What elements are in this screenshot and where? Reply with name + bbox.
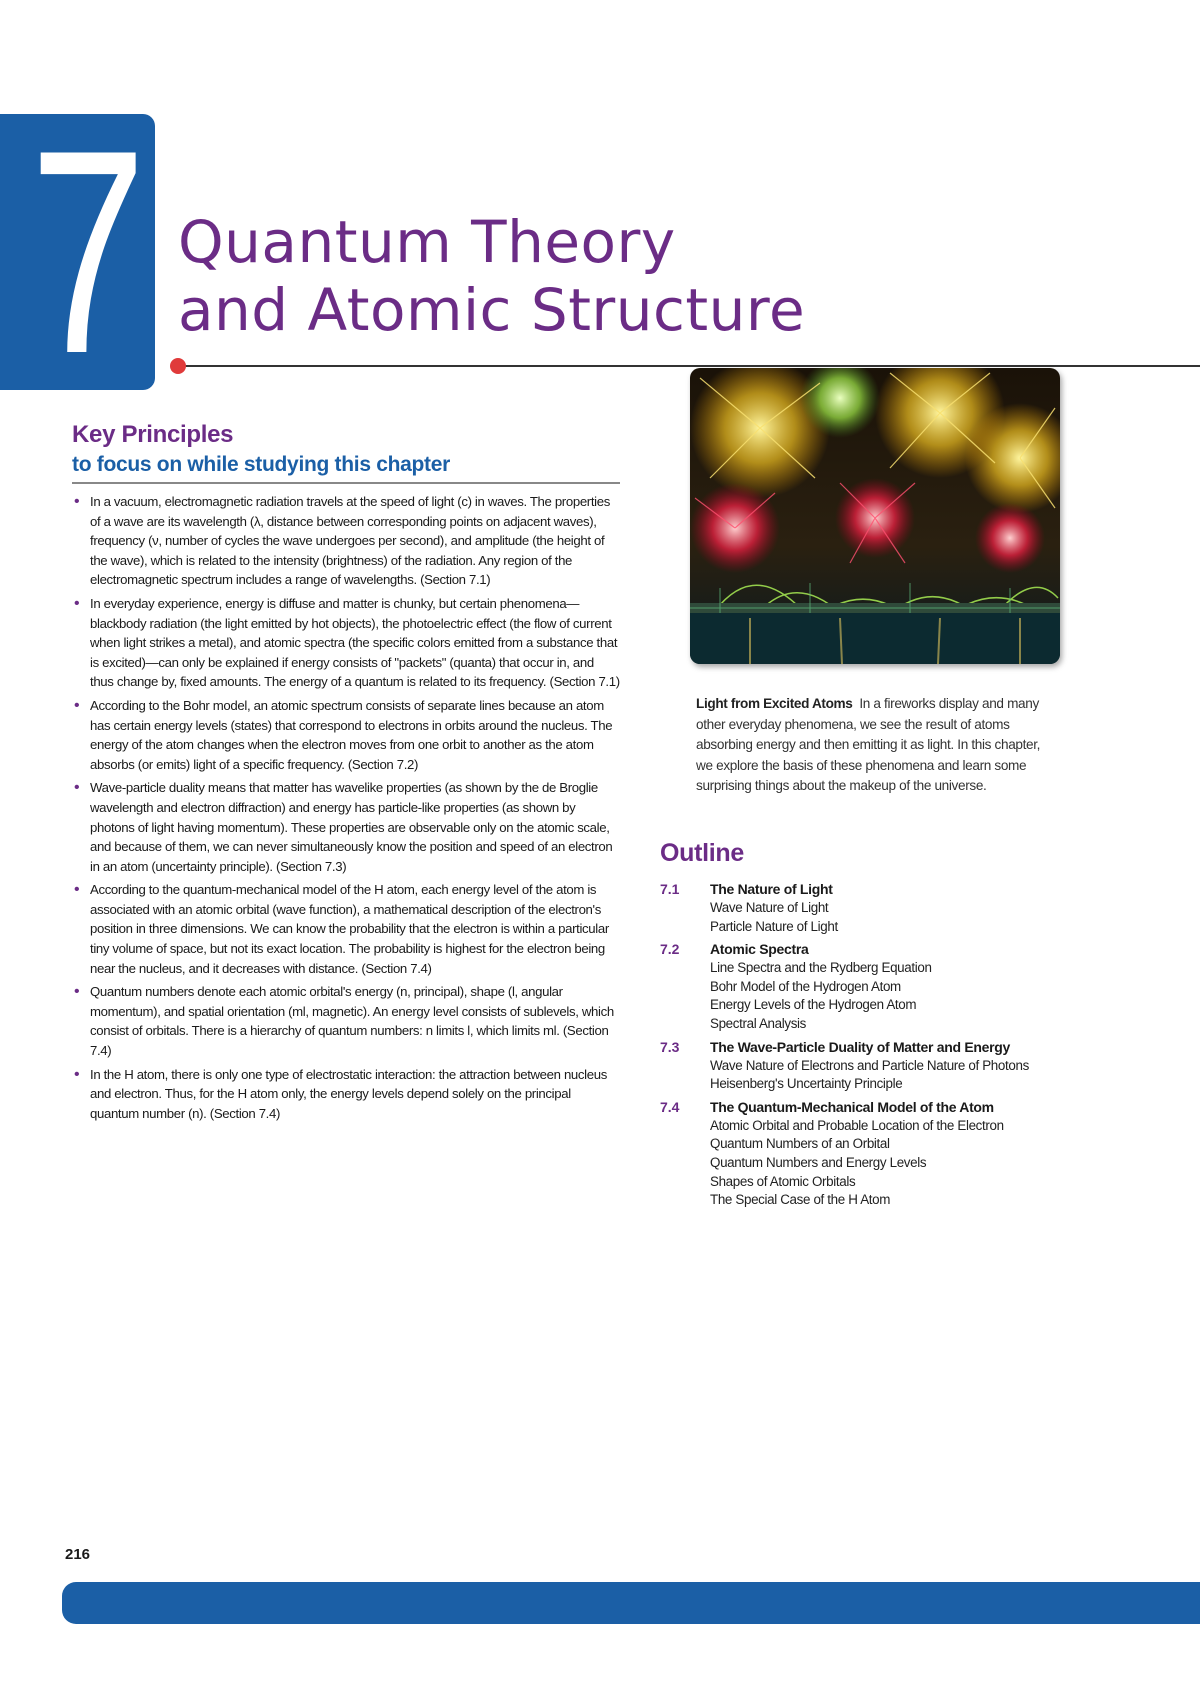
- outline-section-number: 7.3: [660, 1038, 680, 1055]
- key-principle-item: • According to the Bohr model, an atomic spectrum consists of separate lines because an atom has certain energy levels (states) that correspond to electrons in orbits around the nucleus. The energy of the atom changes when the electron moves from one orbit to another as the atom absorbs (or emits) light of a specific frequency. (Section 7.2): [72, 696, 620, 774]
- chapter-title-line1: Quantum Theory: [178, 208, 676, 276]
- outline-subsection: Spectral Analysis: [710, 1015, 807, 1031]
- outline-subsection: Shapes of Atomic Orbitals: [710, 1173, 856, 1189]
- outline-subsection: Wave Nature of Electrons and Particle Nature of Photons: [710, 1057, 1029, 1073]
- outline-section-title: The Nature of Light: [710, 881, 833, 897]
- outline-subsection: Atomic Orbital and Probable Location of the Electron: [710, 1117, 1004, 1133]
- fireworks-photo: [690, 368, 1060, 664]
- outline-subsection: Bohr Model of the Hydrogen Atom: [710, 978, 901, 994]
- fireworks-illustration: [690, 368, 1060, 664]
- chapter-title-line2: and Atomic Structure: [178, 276, 806, 344]
- outline-section: [660, 880, 1080, 936]
- outline-subsection: Heisenberg's Uncertainty Principle: [710, 1076, 903, 1092]
- page-number: 216: [65, 1546, 91, 1563]
- title-dot: [170, 358, 186, 374]
- outline-section-title: Atomic Spectra: [710, 941, 809, 958]
- key-principle-item: • In the H atom, there is only one type of electrostatic interaction: the attraction between nucleus and electron. Thus, for the H atom only, the energy levels depend solely on the principal quantum number (n). (Section 7.4): [72, 1065, 620, 1124]
- caption-text: In a fireworks display and many other everyday phenomena, we see the result of atoms absorbing energy and then emitting it as light. In this chapter, we explore the basis of these phenomena and learn some surprising things about the makeup of the universe.: [696, 696, 1041, 793]
- outline-subsection: Particle Nature of Light: [710, 918, 838, 934]
- photo-caption: [696, 694, 1048, 797]
- key-principles-rule: [72, 482, 620, 484]
- outline-subsection: Wave Nature of Light: [710, 900, 829, 915]
- key-principle-item: • In everyday experience, energy is diffuse and matter is chunky, but certain phenomena—blackbody radiation (the light emitted by hot objects), the photoelectric effect (the flow of current when light strikes a metal), and atomic spectra (the specific colors emitted from a substance that is excited)—can only be explained if energy consists of "packets" (quanta) that occur in, and thus change by, fixed amounts. The energy of a quantum is related to its frequency. (Section 7.1): [72, 594, 620, 692]
- outline-section: [660, 1038, 1080, 1094]
- outline-heading: Outline: [660, 839, 745, 867]
- key-principle-item: • In a vacuum, electromagnetic radiation travels at the speed of light (c) in waves. The properties of a wave are its wavelength (λ, distance between corresponding points on adjacent waves), frequency (ν, number of cycles the wave undergoes per second), and amplitude (the height of the wave), which is related to the intensity (brightness) of the radiation. Any region of the electromagnetic spectrum includes a range of wavelengths. (Section 7.1): [72, 492, 620, 590]
- key-principles-subheading: to focus on while studying this chapter: [72, 453, 450, 476]
- outline-list: [660, 880, 1080, 1214]
- chapter-number: 7: [30, 90, 142, 414]
- outline-section: [660, 1098, 1080, 1210]
- outline-section-number: 7.2: [660, 941, 680, 958]
- outline-section-title: The Wave-Particle Duality of Matter and Energy: [710, 1038, 1010, 1055]
- key-principles-list: [72, 492, 620, 1127]
- caption-title: Light from Excited Atoms: [696, 696, 853, 711]
- outline-subsection: Energy Levels of the Hydrogen Atom: [710, 997, 917, 1013]
- outline-section-number: 7.1: [660, 881, 680, 897]
- key-principle-item: • Wave-particle duality means that matter has wavelike properties (as shown by the de Broglie wavelength and electron diffraction) and energy has particle-like properties (as shown by photons of light having momentum). These properties are observable only on the atomic scale, and because of them, we can never simultaneously know the position and speed of an electron in an atom (uncertainty principle). (Section 7.3): [72, 778, 620, 876]
- key-principle-item: • According to the quantum-mechanical model of the H atom, each energy level of the atom is associated with an atomic orbital (wave function), a mathematical description of the electron's position in three dimensions. We can know the probability that the electron is within a particular tiny volume of space, but not its exact location. The probability is highest for the electron being near the nucleus, and it decreases with distance. (Section 7.4): [72, 880, 620, 978]
- key-principles-heading: Key Principles: [72, 421, 234, 448]
- outline-subsection: The Special Case of the H Atom: [710, 1192, 891, 1208]
- outline-section-number: 7.4: [660, 1098, 680, 1115]
- title-rule: [178, 365, 1200, 367]
- outline-subsection: Quantum Numbers and Energy Levels: [710, 1154, 927, 1170]
- outline-subsection: Line Spectra and the Rydberg Equation: [710, 960, 932, 976]
- key-principle-item: • Quantum numbers denote each atomic orbital's energy (n, principal), shape (l, angular momentum), and spatial orientation (ml, magnetic). An energy level consists of sublevels, which consist of orbitals. There is a hierarchy of quantum numbers: n limits l, which limits ml. (Section 7.4): [72, 982, 620, 1060]
- outline-section-title: The Quantum-Mechanical Model of the Atom: [710, 1098, 994, 1115]
- chapter-title: [178, 208, 805, 344]
- outline-subsection: Quantum Numbers of an Orbital: [710, 1136, 890, 1152]
- footer-bar: [62, 1582, 1200, 1624]
- outline-section: [660, 940, 1080, 1033]
